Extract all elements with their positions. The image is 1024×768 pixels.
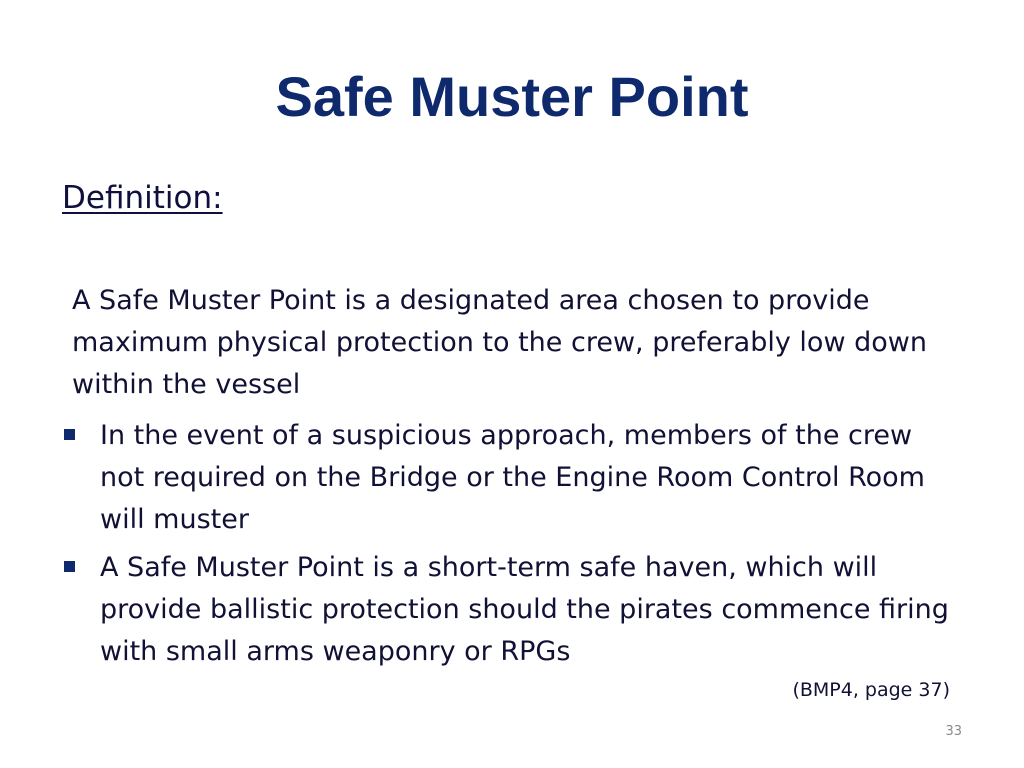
definition-heading: Definition: xyxy=(62,180,223,216)
slide-number: 33 xyxy=(945,724,962,739)
square-bullet-icon xyxy=(64,429,75,440)
definition-text: A Safe Muster Point is a designated area chosen to provide maximum physical protection to the crew, preferably low down within the vessel xyxy=(72,285,927,400)
bullet-list xyxy=(62,415,962,679)
bullet-text: A Safe Muster Point is a short-term safe haven, which will provide ballistic protection should the pirates commence firing with small arms weaponry or RPGs xyxy=(100,552,949,667)
slide-title: Safe Muster Point xyxy=(275,65,749,128)
bullet-item xyxy=(62,415,962,541)
citation-text: (BMP4, page 37) xyxy=(792,679,950,701)
bullet-item xyxy=(62,547,962,673)
bullet-text: In the event of a suspicious approach, members of the crew not required on the Bridge or the Engine Room Control Room will muster xyxy=(100,420,925,535)
square-bullet-icon xyxy=(64,561,75,572)
